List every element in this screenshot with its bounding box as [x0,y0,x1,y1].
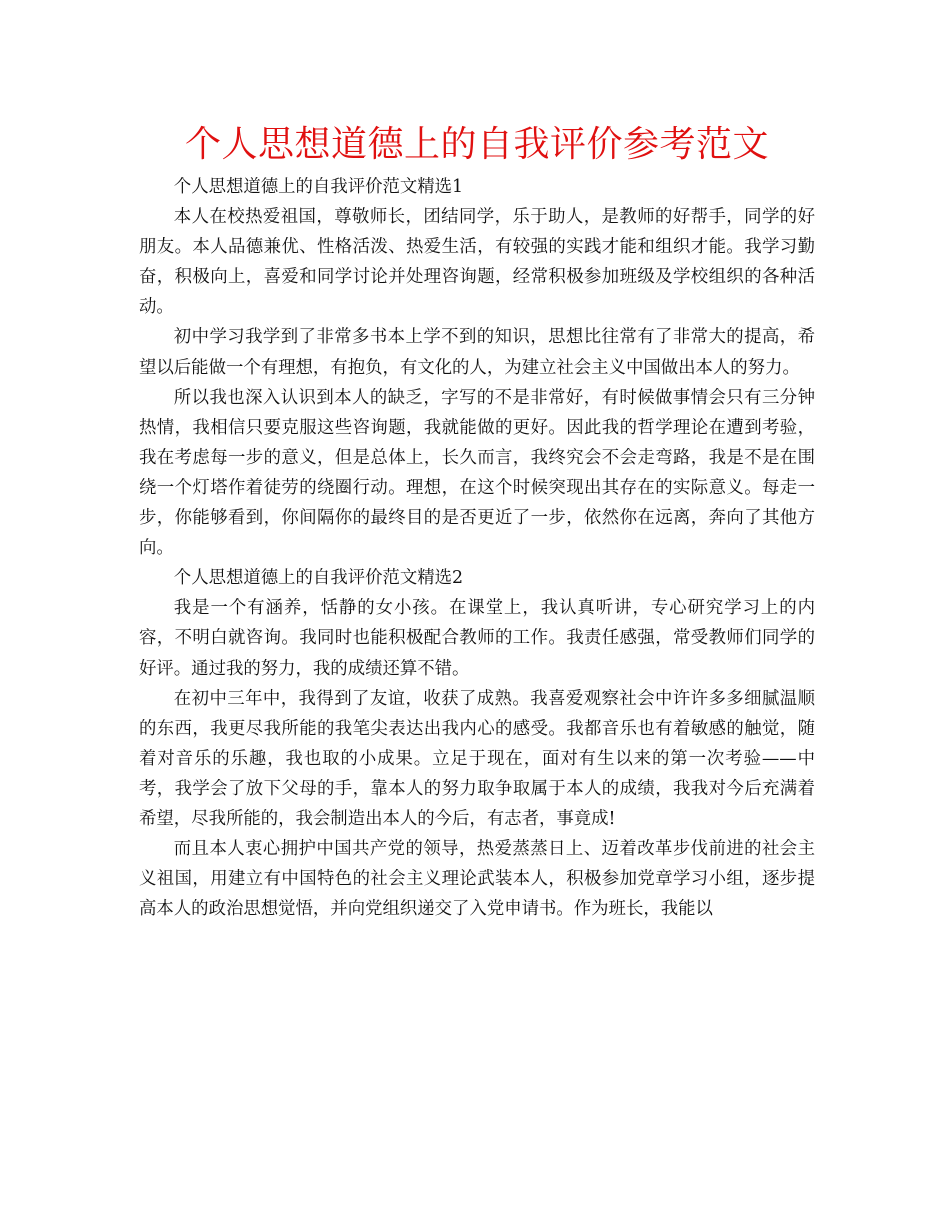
paragraph-1: 本人在校热爱祖国，尊敬师长，团结同学，乐于助人，是教师的好帮手，同学的好朋友。本人品德兼优、性格活泼、热爱生活，有较强的实践才能和组织才能。我学习勤奋，积极向上，喜爱和同学讨论并处理咨询题，经常积极参加班级及学校组织的各种活动。 [139,207,815,318]
paragraph-5: 在初中三年中，我得到了友谊，收获了成熟。我喜爱观察社会中许许多多细腻温顺的东西，我更尽我所能的我笔尖表达出我内心的感受。我都音乐也有着敏感的触觉，随着对音乐的乐趣，我也取的小成果。立足于现在，面对有生以来的第一次考验——中考，我学会了放下父母的手，靠本人的努力取争取属于本人的成绩，我我对今后充满着希望，尽我所能的，我会制造出本人的今后，有志者，事竟成! [139,688,815,829]
paragraph-4: 我是一个有涵养，恬静的女小孩。在课堂上，我认真听讲，专心研究学习上的内容，不明白就咨询。我同时也能积极配合教师的工作。我责任感强，常受教师们同学的好评。通过我的努力，我的成绩还算不错。 [139,598,815,679]
paragraph-3: 所以我也深入认识到本人的缺乏，字写的不是非常好，有时候做事情会只有三分钟热情，我相信只要克服这些咨询题，我就能做的更好。因此我的哲学理论在遭到考验，我在考虑每一步的意义，但是总体上，长久而言，我终究会不会走弯路，我是不是在围绕一个灯塔作着徒劳的绕圈行动。理想，在这个时候突现出其存在的实际意义。每走一步，你能够看到，你间隔你的最终目的是否更近了一步，依然你在远离，奔向了其他方向。 [139,387,815,559]
section-heading-1: 个人思想道德上的自我评价范文精选1 [173,177,464,197]
paragraph-6: 而且本人衷心拥护中国共产党的领导，热爱蒸蒸日上、迈着改革步伐前进的社会主义祖国，用建立有中国特色的社会主义理论武装本人，积极参加党章学习小组，逐步提高本人的政治思想觉悟，并向党组织递交了入党申请书。作为班长，我能以 [139,839,815,920]
document-page [139,118,815,924]
section-heading-2: 个人思想道德上的自我评价范文精选2 [173,568,464,589]
paragraph-2: 初中学习我学到了非常多书本上学不到的知识，思想比往常有了非常大的提高，希望以后能做一个有理想，有抱负，有文化的人，为建立社会主义中国做出本人的努力。 [139,327,815,378]
document-title: 个人思想道德上的自我评价参考范文 [184,124,769,165]
